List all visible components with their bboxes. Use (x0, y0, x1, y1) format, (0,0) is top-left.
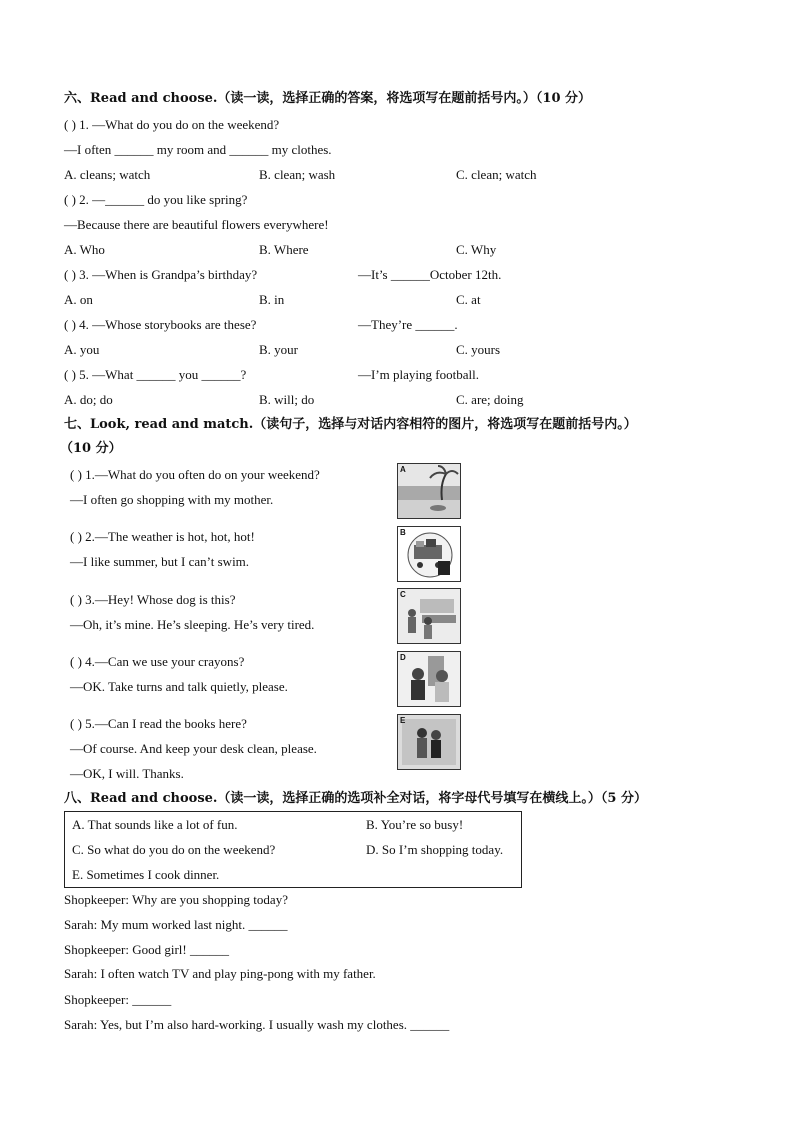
q6-3-option-a: A. on (64, 292, 93, 307)
q7-3-question: ( ) 3.—Hey! Whose dog is this? (70, 592, 236, 607)
classroom-illustration (398, 589, 460, 643)
option-a: A. That sounds like a lot of fun. (72, 817, 238, 832)
q6-2-question: ( ) 2. —______ do you like spring? (64, 192, 248, 207)
dialogue-line-2: Sarah: My mum worked last night. ______ (64, 917, 288, 932)
section-7-score: （10 分） (60, 441, 122, 456)
q6-4-answer: —They’re ______. (358, 317, 458, 332)
dialogue-line-6: Sarah: Yes, but I’m also hard-working. I usually wash my clothes. ______ (64, 1017, 450, 1032)
q6-3-answer: —It’s ______October 12th. (358, 267, 502, 282)
q6-4-option-b: B. your (259, 342, 298, 357)
picture-b-shopping: B (397, 526, 461, 582)
library-illustration (398, 715, 460, 769)
q7-1-question: ( ) 1.—What do you often do on your weekend? (70, 467, 320, 482)
q7-3-answer: —Oh, it’s mine. He’s sleeping. He’s very tired. (70, 617, 315, 632)
children-illustration (398, 652, 460, 706)
q6-4-question: ( ) 4. —Whose storybooks are these? (64, 317, 257, 332)
shopping-cart-illustration (398, 527, 460, 581)
q6-3-option-b: B. in (259, 292, 285, 307)
dialogue-line-3: Shopkeeper: Good girl! ______ (64, 942, 230, 957)
option-c: C. So what do you do on the weekend? (72, 842, 276, 857)
q6-2-answer: —Because there are beautiful flowers everywhere! (64, 217, 329, 232)
section-7-header: 七、Look, read and match.（读句子，选择与对话内容相符的图片，将选项写在题前括号内。） (64, 417, 637, 432)
q6-1-option-a: A. cleans; watch (64, 167, 151, 182)
section-8-header: 八、Read and choose.（读一读，选择正确的选项补全对话，将字母代号填写在横线上。）（5 分） (64, 791, 648, 806)
q6-2-option-a: A. Who (64, 242, 105, 257)
q6-4-option-c: C. yours (456, 342, 501, 357)
dialogue-line-4: Sarah: I often watch TV and play ping-pong with my father. (64, 966, 376, 981)
q7-2-answer: —I like summer, but I can’t swim. (70, 554, 250, 569)
q7-4-question: ( ) 4.—Can we use your crayons? (70, 654, 245, 669)
q6-2-option-b: B. Where (259, 242, 309, 257)
picture-e-library: E (397, 714, 461, 770)
option-d: D. So I’m shopping today. (366, 842, 504, 857)
dialogue-line-5: Shopkeeper: ______ (64, 992, 172, 1007)
q6-3-question: ( ) 3. —When is Grandpa’s birthday? (64, 267, 258, 282)
q7-4-answer: —OK. Take turns and talk quietly, please. (70, 679, 288, 694)
q6-1-question: ( ) 1. —What do you do on the weekend? (64, 117, 280, 132)
q7-5-answer: —Of course. And keep your desk clean, please. (70, 741, 317, 756)
q6-1-answer: —I often ______ my room and ______ my clothes. (64, 142, 332, 157)
q6-4-option-a: A. you (64, 342, 100, 357)
q6-5-option-a: A. do; do (64, 392, 113, 407)
picture-d-children: D (397, 651, 461, 707)
q6-1-option-c: C. clean; watch (456, 167, 537, 182)
q6-5-question: ( ) 5. —What ______ you ______? (64, 367, 247, 382)
q6-5-option-c: C. are; doing (456, 392, 524, 407)
q7-1-answer: —I often go shopping with my mother. (70, 492, 274, 507)
option-e: E. Sometimes I cook dinner. (72, 867, 220, 882)
q7-5-reply: —OK, I will. Thanks. (70, 766, 184, 781)
picture-c-classroom: C (397, 588, 461, 644)
q6-2-option-c: C. Why (456, 242, 497, 257)
q7-2-question: ( ) 2.—The weather is hot, hot, hot! (70, 529, 255, 544)
dialogue-line-1: Shopkeeper: Why are you shopping today? (64, 892, 288, 907)
q7-5-question: ( ) 5.—Can I read the books here? (70, 716, 247, 731)
picture-a-beach: A (397, 463, 461, 519)
q6-5-option-b: B. will; do (259, 392, 315, 407)
q6-1-option-b: B. clean; wash (259, 167, 336, 182)
option-b: B. You’re so busy! (366, 817, 464, 832)
beach-illustration (398, 464, 460, 518)
section-6-header: 六、Read and choose.（读一读，选择正确的答案，将选项写在题前括号内。）（10 分） (64, 91, 592, 106)
q6-3-option-c: C. at (456, 292, 481, 307)
q6-5-answer: —I’m playing football. (358, 367, 479, 382)
